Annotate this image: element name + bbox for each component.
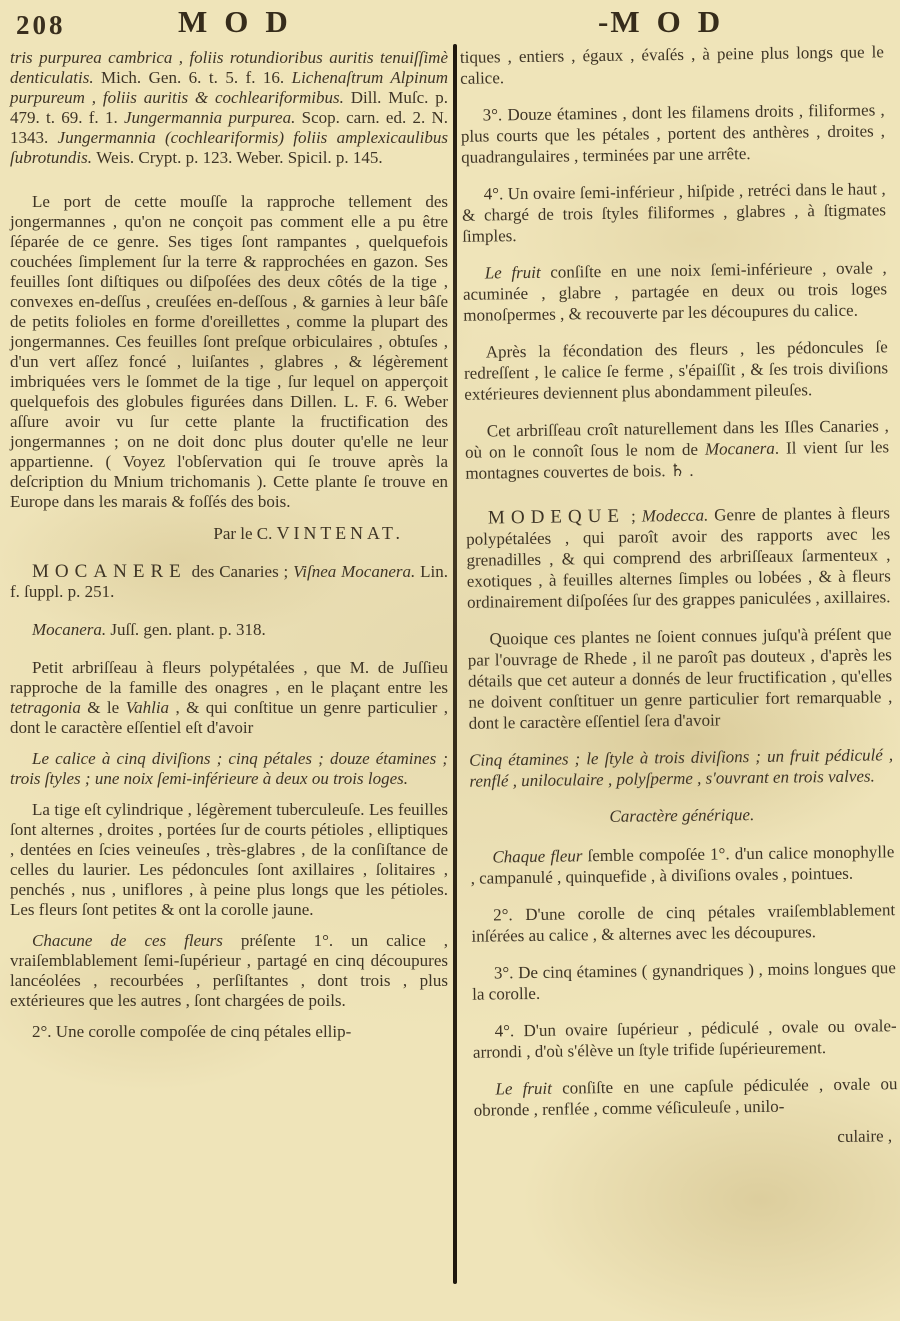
text-segment: Lichenaſtrum Alpinum purpureum , foliis auritis & cochleariformibus.: [10, 68, 448, 107]
text-segment: conſiſte en une capſule pédiculée , ovale ou obronde , renflée , comme véſiculeuſe , unilo-: [473, 1074, 898, 1120]
text-segment: Après la fécondation des fleurs , les pédoncules ſe redreſſent , le calice ſe ferme , s'épaiſſit , & ſes trois diviſions extérieures deviennent plus abondamment pileuſes.: [463, 337, 889, 404]
text-segment: Viſnea Mocanera.: [293, 562, 421, 581]
text-segment: Lin. f. ſuppl. p. 251.: [10, 562, 448, 601]
text-segment: Chacune de ces fleurs: [32, 931, 223, 950]
paragraph: [473, 1073, 898, 1121]
text-segment: conſiſte en une noix ſemi-inférieure , ovale , acuminée , glabre , partagée en deux ou trois loges monoſpermes , & recouverte par les découpures du calice.: [462, 258, 888, 325]
left-column: [10, 48, 448, 1053]
text-segment: Le port de cette mouſſe la rapproche tellement des jongermannes , qu'on ne conçoit pas comment elle a pu être ſéparée de ce genre. Ses tiges ſont rampantes , quelquefois couchées ſimplement ſur la terre & rapprochées en gazon. Ses feuilles ſont diſtiques ou diſpoſées des deux côtés de la tige , convexes en-deſſus , creuſées en-deſſous , & garnies à leur bâſe de petits folioles en forme d'oreillettes , comme la plupart des jongermannes. Ces feuilles ſont preſque orbiculaires , obtuſes , d'un vert aſſez foncé , luiſantes , glabres , & légèrement imbriquées vers le ſommet de la tige , ſur lequel on apperçoit quelquefois des globules figurées dans Dillen. L. F. 6. Weber aſſure avoir vu ſur cette plante la fructification des jongermannes ; on ne doit donc plus douter qu'elle ne leur appartienne. ( Voyez l'obſervation qui ſe trouve après la deſcription du Mnium trichomanis ). Cette plante ſe trouve en Europe dans les marais & foſſés des bois.: [10, 192, 448, 511]
paragraph: [462, 178, 887, 247]
paragraph: [460, 41, 885, 89]
text-segment: Dill. Muſc. p. 479. t. 69. f. 1.: [10, 88, 448, 127]
text-segment: Vahlia: [125, 698, 170, 717]
text-segment: 2°. Une corolle compoſée de cinq pétales ellip-: [32, 1022, 352, 1041]
paragraph: [463, 257, 888, 326]
text-segment: & le: [80, 698, 126, 717]
paragraph: [464, 336, 889, 405]
page-number: 208: [16, 10, 66, 40]
paragraph: [10, 800, 448, 920]
text-segment: 2°. D'une corolle de cinq pétales vraiſemblablement inſérées au calice , & alternes avec les découpures.: [471, 900, 896, 946]
text-segment: Modecca.: [641, 505, 709, 526]
signature: [10, 523, 448, 544]
paragraph: [473, 1015, 898, 1063]
paragraph: [461, 99, 886, 168]
text-segment: Le fruit: [484, 262, 541, 283]
paragraph: [470, 841, 895, 889]
text-segment: 4°. D'un ovaire ſupérieur , pédiculé , ovale ou ovale-arrondi , d'où s'élève un ſtyle trifide ſupérieurement.: [472, 1016, 897, 1062]
text-segment: Par le C.: [213, 524, 277, 543]
text-segment: Mocanera.: [32, 620, 111, 639]
text-segment: Petit arbriſſeau à fleurs polypétalées , que M. de Juſſieu rapproche de la famille des onagres , en le plaçant entre les: [10, 658, 448, 697]
right-column: [460, 41, 898, 1151]
catchword: culaire ,: [837, 1126, 893, 1146]
text-segment: tris purpurea cambrica , foliis rotundioribus auritis tenuiſſimè denticulatis.: [10, 48, 448, 87]
text-segment: 4°. Un ovaire ſemi-inférieur , hiſpide , retréci dans le haut , & chargé de trois ſtyles filiformes , glabres , à ſtigmates ſimples.: [461, 179, 887, 246]
text-segment: . Il vient ſur les montagnes couvertes de bois. ♄ .: [465, 437, 890, 483]
header-dash: -: [598, 4, 609, 39]
text-segment: Mich. Gen. 6. t. 5. f. 16.: [101, 68, 292, 87]
paragraph: [472, 957, 897, 1005]
text-segment: La tige eſt cylindrique , légèrement tuberculeuſe. Les feuilles ſont alternes , droites , portées ſur de courts pétioles , elliptiques , dentées en ſcies veineuſes , très-glabres , de la conſiſtance de celles du laurier. Les pédoncules ſont axillaires , ſolitaires , penchés , nus , uniflores , à peine plus longs que les pétioles. Les fleurs ſont petites & ont la corolle jaune.: [10, 800, 448, 919]
text-segment: tetragonia: [10, 698, 81, 717]
text-segment: ;: [624, 506, 642, 526]
paragraph: [10, 749, 448, 789]
text-segment: VINTENAT.: [276, 523, 404, 543]
running-header-right: [598, 4, 737, 40]
paragraph: [471, 899, 896, 947]
text-segment: Cinq étamines ; le ſtyle à trois diviſions ; un fruit pédiculé , renflé , uniloculaire , polyſperme , s'ouvrant en trois valves.: [469, 745, 894, 791]
paragraph: [467, 623, 892, 734]
text-segment: Genre de plantes à fleurs polypétalées , qui paroît avoir des rapports avec les grenadilles , & qui comprend des arbriſſeaux ſarmenteux , exotiques , à feuilles alternes ſimples ou lobées , & à fleurs ordinairement diſpoſées ſur des grappes paniculées , axillaires.: [466, 503, 891, 612]
section-heading: [470, 802, 894, 829]
running-header-right-text: MOD: [610, 4, 738, 39]
text-segment: Le fruit: [495, 1078, 553, 1099]
entry-heading-modeque: [466, 502, 891, 613]
text-segment: Jungermannia (cochleariformis) foliis amplexicaulibus ſubrotundis.: [10, 128, 448, 167]
paragraph: [10, 620, 448, 640]
text-segment: Juſſ. gen. plant. p. 318.: [110, 620, 266, 639]
paragraph: [10, 931, 448, 1011]
text-segment: Mocanera: [704, 438, 775, 459]
running-header-left: MOD: [178, 4, 305, 39]
text-segment: Weis. Crypt. p. 123. Weber. Spicil. p. 145.: [96, 148, 383, 167]
text-segment: ſemble compoſée 1°. d'un calice monophylle , campanulé , quinquefide , à diviſions ovales , pointues.: [470, 842, 895, 888]
paragraph: [10, 192, 448, 512]
text-segment: MOCANERE: [32, 561, 187, 582]
text-segment: Le calice à cinq diviſions ; cinq pétales ; douze étamines ; trois ſtyles ; une noix ſemi-inférieure à deux ou trois loges.: [10, 749, 448, 788]
text-segment: des Canaries ;: [186, 562, 294, 581]
entry-heading-mocanere: [10, 562, 448, 602]
text-segment: , & qui conſtitue un genre particulier , dont le caractère eſſentiel eſt d'avoir: [10, 698, 448, 737]
text-segment: Caractère générique.: [609, 805, 755, 826]
text-segment: 3°. De cinq étamines ( gynandriques ) , moins longues que la corolle.: [472, 958, 897, 1004]
paragraph: [465, 415, 890, 484]
text-segment: Jungermannia purpurea.: [123, 108, 302, 127]
text-segment: préſente 1°. un calice , vraiſemblablement ſemi-ſupérieur , partagé en cinq découpures lancéolées , recourbées , perſiſtantes , dont trois , plus extérieures que les autres , ſont chargées de poils.: [10, 931, 449, 1010]
column-divider: [453, 44, 457, 1284]
text-segment: 3°. Douze étamines , dont les filamens droits , filiformes , plus courts que les pétales , portent des anthères , droites , quadrangulaires , terminées par une arrête.: [460, 100, 886, 167]
paragraph: [469, 744, 894, 792]
text-segment: Cet arbriſſeau croît naturellement dans les Iſles Canaries , où on le connoît ſous le nom de: [464, 416, 889, 462]
paragraph: [10, 48, 448, 168]
paragraph: [10, 658, 448, 738]
text-segment: Chaque fleur: [492, 846, 583, 867]
text-segment: Scop. carn. ed. 2. N. 1343.: [10, 108, 448, 147]
text-segment: tiques , entiers , égaux , évaſés , à peine plus longs que le calice.: [459, 42, 885, 88]
text-segment: Quoique ces plantes ne ſoient connues juſqu'à préſent que par l'ouvrage de Rhede , il ne paroît pas douteux , d'après les détails que cet auteur a donnés de leur fructification , qu'elles ne doivent conſtituer un genre particulier fort remarquable , dont le caractère eſſentiel ſera d'avoir: [467, 624, 893, 733]
text-segment: MODEQUE: [487, 505, 626, 529]
paragraph: [10, 1022, 448, 1042]
